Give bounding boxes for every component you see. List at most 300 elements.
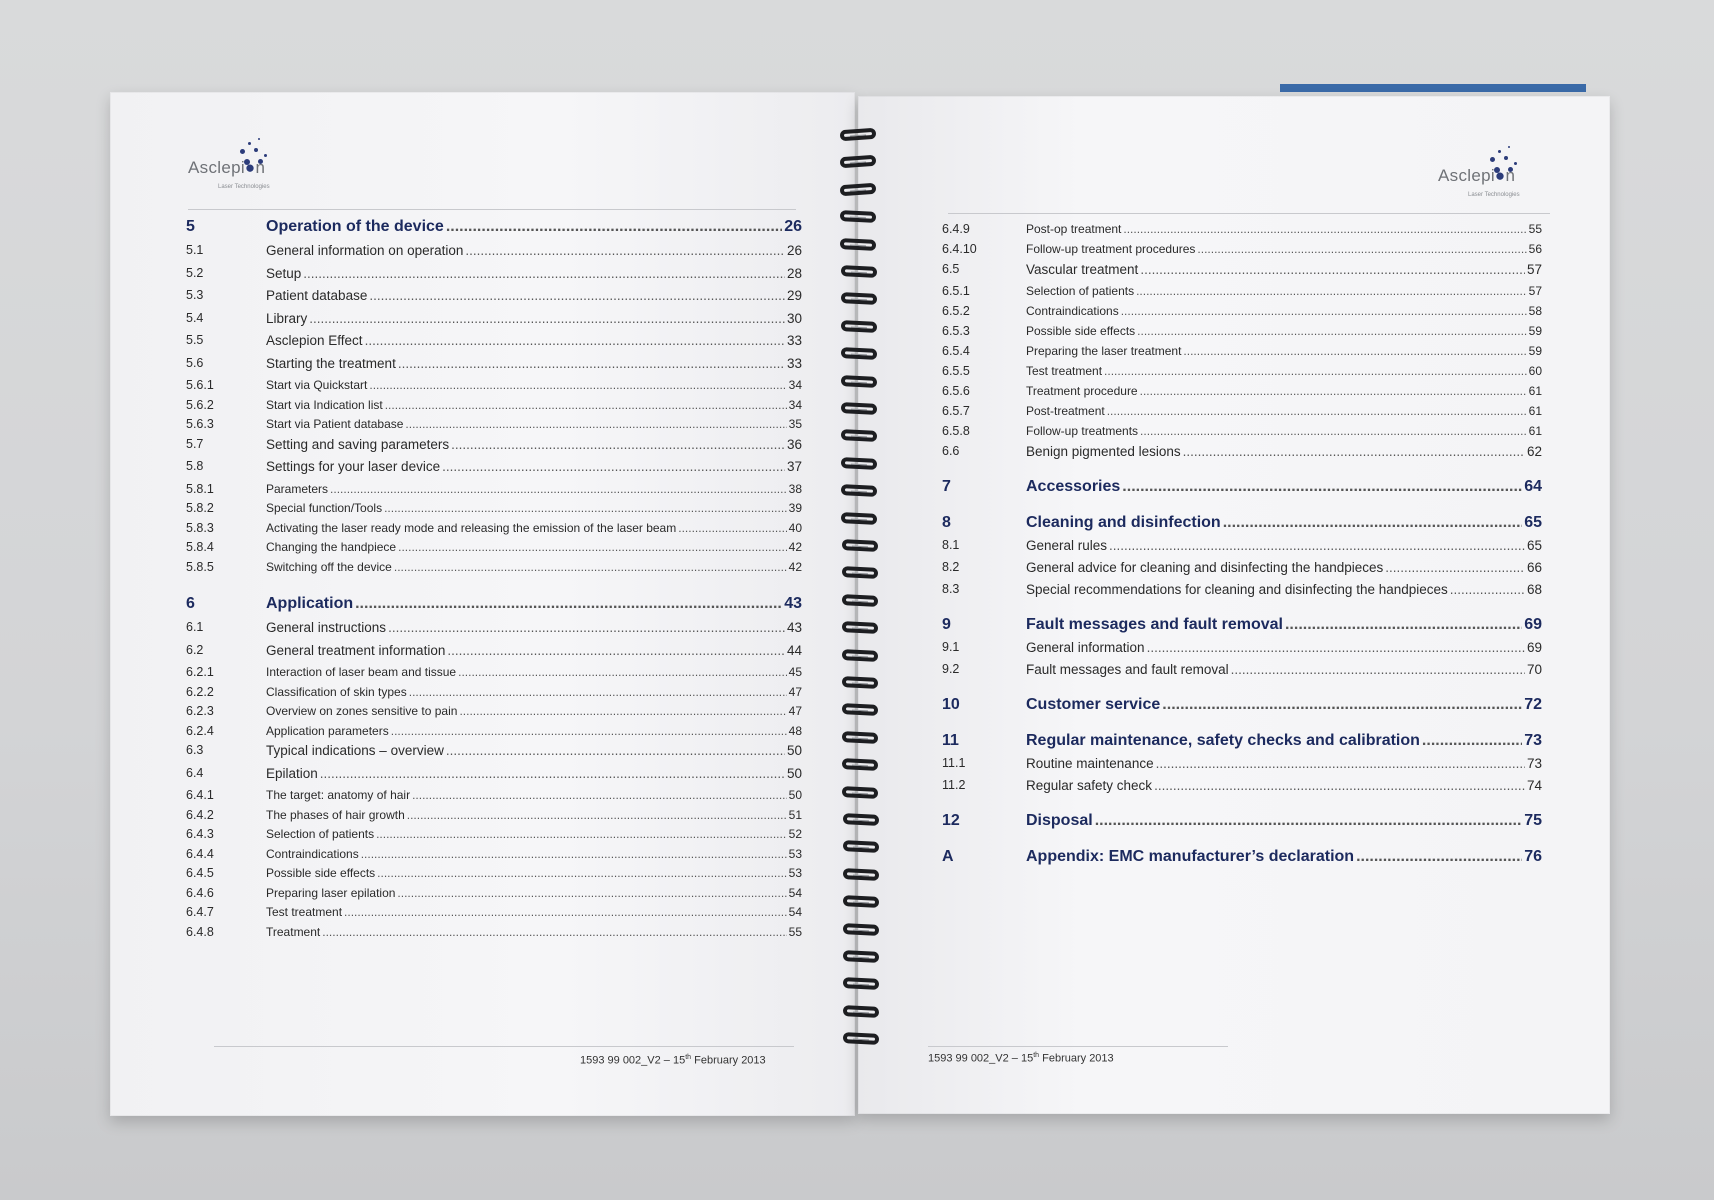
logo-wordmark: Asclepi●n xyxy=(188,158,266,177)
footer-rule xyxy=(928,1046,1228,1047)
toc-entry-title: Preparing laser epilation xyxy=(266,885,396,900)
dot-leader xyxy=(458,665,787,679)
toc-entry-number: 8.3 xyxy=(942,582,960,596)
dot-leader xyxy=(344,905,787,919)
toc-entry-title: Overview on zones sensitive to pain xyxy=(266,704,458,718)
header-rule xyxy=(948,213,1550,214)
toc-entry-number: 5.2 xyxy=(186,265,204,280)
toc-entry-title: Classification of skin types xyxy=(266,684,407,699)
toc-entry-number: 9 xyxy=(942,616,951,633)
toc-entry xyxy=(942,662,1542,684)
dot-leader xyxy=(1223,514,1523,532)
binding-ring xyxy=(840,183,877,196)
toc-entry-page: 36 xyxy=(786,436,802,452)
toc-entry-page: 56 xyxy=(1528,242,1542,256)
toc-entry-title: Preparing the laser treatment xyxy=(1026,344,1182,358)
toc-entry-title: Benign pigmented lesions xyxy=(1026,444,1181,459)
binding-ring xyxy=(843,895,880,908)
toc-entry-number: 6.6 xyxy=(942,444,960,458)
cover-edge xyxy=(1280,84,1586,92)
toc-entry-number: 5.7 xyxy=(186,436,204,451)
dot-leader xyxy=(398,356,785,371)
toc-entry-page: 34 xyxy=(788,397,802,412)
toc-chapter-entry xyxy=(942,696,1542,720)
binding-ring xyxy=(842,594,879,607)
toc-entry-title: Setup xyxy=(266,265,302,281)
toc-entry-page: 66 xyxy=(1526,560,1542,575)
dot-leader xyxy=(459,704,786,718)
toc-entry-title: Start via Patient database xyxy=(266,417,404,431)
toc-entry-page: 26 xyxy=(786,243,802,258)
binding-ring xyxy=(842,731,879,744)
toc-entry-title: Disposal xyxy=(1026,812,1093,829)
toc-entry-number: 5.8 xyxy=(186,459,204,473)
toc-entry xyxy=(186,847,802,867)
binding-ring xyxy=(842,786,879,799)
toc-entry-page: 60 xyxy=(1528,364,1542,378)
toc-chapter-entry xyxy=(186,595,802,620)
header-rule xyxy=(188,209,796,210)
toc-entry-number: 6.5.8 xyxy=(942,424,970,438)
toc-entry xyxy=(942,582,1542,604)
toc-entry-page: 33 xyxy=(786,333,802,348)
toc-entry xyxy=(942,560,1542,582)
toc-entry-page: 75 xyxy=(1524,812,1542,829)
binding-ring xyxy=(841,320,878,333)
toc-entry-page: 48 xyxy=(788,723,802,738)
toc-entry-number: 5.8.1 xyxy=(186,481,214,496)
toc-entry xyxy=(186,288,802,311)
toc-entry-page: 50 xyxy=(786,743,802,758)
toc-entry-number: 5.6 xyxy=(186,355,204,370)
toc-entry xyxy=(942,262,1542,284)
toc-entry-number: 5.4 xyxy=(186,310,204,325)
toc-entry-number: 6.5.6 xyxy=(942,384,970,398)
toc-entry-page: 54 xyxy=(788,905,802,919)
toc-entry-page: 61 xyxy=(1528,384,1542,398)
footer-rule xyxy=(214,1046,794,1047)
toc-entry-page: 29 xyxy=(786,288,802,303)
toc-entry xyxy=(186,788,802,808)
dot-leader xyxy=(1140,424,1527,438)
toc-entry-page: 50 xyxy=(786,765,802,781)
binding-ring xyxy=(843,868,880,881)
binding-ring xyxy=(843,1032,880,1045)
toc-entry-page: 33 xyxy=(786,355,802,371)
toc-entry-page: 57 xyxy=(1526,262,1542,277)
brand-logo xyxy=(188,132,298,192)
toc-entry-page: 62 xyxy=(1526,444,1542,459)
dot-leader xyxy=(384,501,787,515)
toc-entry-page: 58 xyxy=(1528,304,1542,318)
toc-entry xyxy=(942,538,1542,560)
toc-entry-title: Settings for your laser device xyxy=(266,459,441,474)
toc-entry-number: 6.2.3 xyxy=(186,704,214,718)
toc-entry-title: General treatment information xyxy=(266,642,446,658)
toc-entry-title: Treatment procedure xyxy=(1026,384,1138,398)
toc-entry xyxy=(186,886,802,906)
toc-entry xyxy=(186,905,802,925)
toc-entry xyxy=(186,743,802,766)
dot-leader xyxy=(1356,848,1522,866)
dot-leader xyxy=(1231,662,1525,677)
binding-ring xyxy=(841,402,878,415)
dot-leader xyxy=(1162,696,1522,714)
toc-entry-page: 54 xyxy=(788,885,802,900)
dot-leader xyxy=(446,743,785,758)
toc-entry xyxy=(942,284,1542,304)
toc-entry-title: General instructions xyxy=(266,620,387,635)
toc-entry xyxy=(186,521,802,541)
toc-chapter-entry xyxy=(942,478,1542,502)
dot-leader xyxy=(678,521,786,535)
toc-entry-page: 61 xyxy=(1528,404,1542,418)
toc-entry-page: 42 xyxy=(788,540,802,554)
dot-leader xyxy=(1183,444,1525,459)
toc-entry-number: 6.4.6 xyxy=(186,885,214,900)
binding-ring xyxy=(843,813,880,826)
toc-entry xyxy=(942,640,1542,662)
toc-entry-number: 6.4.8 xyxy=(186,924,214,939)
dot-leader xyxy=(1147,640,1525,655)
toc-entry-page: 59 xyxy=(1528,344,1542,358)
toc-entry-title: Possible side effects xyxy=(266,866,376,880)
dot-leader xyxy=(1104,364,1527,378)
dot-leader xyxy=(369,378,786,392)
toc-entry-page: 35 xyxy=(788,417,802,431)
toc-entry-title: Fault messages and fault removal xyxy=(1026,662,1229,677)
toc-entry-title: Interaction of laser beam and tissue xyxy=(266,665,457,679)
binding-ring xyxy=(843,950,880,963)
toc-entry xyxy=(186,243,802,266)
binding-ring xyxy=(843,923,880,936)
toc-entry-page: 34 xyxy=(788,378,802,392)
dot-leader xyxy=(322,925,786,939)
binding-ring xyxy=(841,347,878,360)
dot-leader xyxy=(451,437,785,452)
toc-entry-page: 42 xyxy=(788,559,802,574)
dot-leader xyxy=(330,482,787,496)
toc-entry-number: 7 xyxy=(942,478,951,495)
toc-entry-title: Switching off the device xyxy=(266,559,392,574)
binding-ring xyxy=(841,484,878,497)
dot-leader xyxy=(388,620,785,635)
toc-entry-page: 55 xyxy=(1528,222,1542,236)
toc-entry-title: General rules xyxy=(1026,538,1108,553)
toc-entry xyxy=(186,866,802,886)
toc-entry xyxy=(186,266,802,289)
dot-leader xyxy=(365,333,785,348)
toc-entry-title: Accessories xyxy=(1026,478,1121,495)
logo-dot xyxy=(240,149,245,154)
toc-entry-number: 6.5.5 xyxy=(942,364,970,378)
toc-entry-title: General information on operation xyxy=(266,243,464,258)
toc-entry xyxy=(942,364,1542,384)
toc-chapter-entry xyxy=(942,812,1542,836)
toc-entry xyxy=(186,378,802,398)
binding-ring xyxy=(842,621,879,634)
toc-entry xyxy=(186,665,802,685)
toc-entry xyxy=(186,704,802,724)
toc-entry-page: 69 xyxy=(1526,640,1542,655)
logo-dot xyxy=(248,142,251,145)
toc-entry-number: 9.1 xyxy=(942,640,960,654)
dot-leader xyxy=(446,218,782,236)
dot-leader xyxy=(1285,616,1522,634)
toc-entry-title: Application xyxy=(266,595,354,612)
toc-entry-title: Regular maintenance, safety checks and calibration xyxy=(1026,732,1420,749)
toc-chapter-entry xyxy=(942,848,1542,872)
toc-entry-number: 5.8.2 xyxy=(186,501,214,515)
toc-entry-number: 10 xyxy=(942,696,960,713)
toc-entry-number: 6.2 xyxy=(186,642,204,657)
toc-entry xyxy=(186,925,802,945)
dot-leader xyxy=(1123,222,1526,236)
toc-entry-title: Starting the treatment xyxy=(266,355,396,371)
toc-chapter-entry xyxy=(942,732,1542,756)
dot-leader xyxy=(465,243,785,258)
toc-entry-title: General information xyxy=(1026,640,1145,655)
dot-leader xyxy=(309,311,785,326)
logo-tagline: Laser Technologies xyxy=(1468,192,1520,198)
toc-entry-page: 57 xyxy=(1528,284,1542,298)
dot-leader xyxy=(1107,404,1527,418)
toc-entry-page: 55 xyxy=(788,924,802,939)
toc-entry-title: Regular safety check xyxy=(1026,778,1153,793)
dot-leader xyxy=(442,459,785,474)
toc-entry-title: Treatment xyxy=(266,924,321,939)
toc-entry-number: 11 xyxy=(942,732,959,749)
toc-entry-page: 64 xyxy=(1524,478,1542,495)
toc-entry-title: Selection of patients xyxy=(266,827,375,841)
dot-leader xyxy=(1109,538,1525,553)
toc-entry-number: 5.8.3 xyxy=(186,520,214,535)
toc-entry xyxy=(942,778,1542,800)
toc-entry xyxy=(942,384,1542,404)
toc-entry-number: 6.1 xyxy=(186,620,204,634)
dot-leader xyxy=(397,886,786,900)
toc-entry-page: 53 xyxy=(788,866,802,880)
toc-entry-page: 65 xyxy=(1524,514,1542,531)
toc-entry-number: 6.5.2 xyxy=(942,304,970,318)
toc-entry xyxy=(186,540,802,560)
toc-entry-page: 59 xyxy=(1528,324,1542,338)
toc-entry-number: 8.1 xyxy=(942,538,960,552)
logo-dot xyxy=(258,138,260,140)
toc-entry-page: 72 xyxy=(1524,696,1542,713)
toc-entry xyxy=(942,222,1542,242)
toc-entry-title: Contraindications xyxy=(266,846,359,861)
toc-entry-number: 6.4.10 xyxy=(942,242,977,256)
toc-entry-number: 9.2 xyxy=(942,662,960,676)
toc-entry-page: 50 xyxy=(788,788,802,802)
toc-entry-title: Typical indications – overview xyxy=(266,743,444,758)
toc-entry xyxy=(942,344,1542,364)
brand-logo xyxy=(1438,140,1548,200)
toc-entry-number: 6.2.2 xyxy=(186,684,214,699)
toc-entry xyxy=(186,827,802,847)
toc-entry xyxy=(942,424,1542,444)
toc-entry xyxy=(942,444,1542,466)
toc-entry-number: 8.2 xyxy=(942,560,960,574)
toc-entry-page: 61 xyxy=(1528,424,1542,438)
page-footer: 1593 99 002_V2 – 15th February 2013 xyxy=(928,1052,1114,1065)
toc-entry-title: Contraindications xyxy=(1026,304,1119,318)
toc-entry-title: Appendix: EMC manufacturer’s declaration xyxy=(1026,848,1355,865)
toc-entry-title: Test treatment xyxy=(1026,364,1103,378)
toc-entry-number: 11.1 xyxy=(942,756,966,770)
dot-leader xyxy=(320,766,785,781)
toc-entry xyxy=(186,808,802,828)
toc-entry-title: Routine maintenance xyxy=(1026,756,1154,771)
toc-entry-title: Follow-up treatment procedures xyxy=(1026,242,1196,256)
toc-entry-number: 6.4 xyxy=(186,765,204,780)
logo-dot xyxy=(1504,156,1508,160)
toc-entry-title: Post-treatment xyxy=(1026,404,1105,418)
toc-entry-number: 6.5.3 xyxy=(942,324,970,338)
dot-leader xyxy=(1095,812,1523,830)
dot-leader xyxy=(391,724,787,738)
toc-entry-title: Special function/Tools xyxy=(266,501,383,515)
toc-entry-title: Setting and saving parameters xyxy=(266,436,450,452)
dot-leader xyxy=(1156,756,1525,771)
toc-entry-title: Customer service xyxy=(1026,696,1161,713)
toc-entry-title: Parameters xyxy=(266,481,329,496)
toc-chapter-entry xyxy=(942,514,1542,538)
toc-entry-number: 11.2 xyxy=(942,778,966,792)
page-footer: 1593 99 002_V2 – 15th February 2013 xyxy=(580,1054,766,1067)
toc-entry-number: A xyxy=(942,848,954,865)
dot-leader xyxy=(412,788,787,802)
toc-entry-page: 38 xyxy=(788,481,802,496)
toc-entry-title: Possible side effects xyxy=(1026,324,1136,338)
dot-leader xyxy=(361,847,787,861)
logo-tagline: Laser Technologies xyxy=(218,184,270,190)
toc-entry-page: 43 xyxy=(784,595,802,612)
toc-entry-title: Patient database xyxy=(266,288,368,303)
dot-leader xyxy=(1183,344,1526,358)
dot-leader xyxy=(1197,242,1526,256)
toc-entry-number: 6 xyxy=(186,595,195,612)
dot-leader xyxy=(405,417,786,431)
toc-entry-number: 6.4.2 xyxy=(186,807,214,822)
toc-entry-number: 6.5.4 xyxy=(942,344,970,358)
toc-entry xyxy=(186,311,802,334)
toc-entry xyxy=(186,501,802,521)
toc-entry-page: 30 xyxy=(786,310,802,326)
toc-entry-title: The target: anatomy of hair xyxy=(266,788,411,802)
dot-leader xyxy=(355,595,782,613)
binding-ring xyxy=(841,375,878,388)
toc-entry xyxy=(942,756,1542,778)
toc-entry xyxy=(186,724,802,744)
toc-entry-page: 69 xyxy=(1524,616,1542,633)
logo-dot xyxy=(264,154,267,157)
toc-entry-page: 28 xyxy=(786,265,802,281)
toc-entry xyxy=(942,324,1542,344)
dot-leader xyxy=(1140,262,1525,277)
logo-wordmark: Asclepi●n xyxy=(1438,166,1516,185)
toc-entry xyxy=(186,685,802,705)
toc-entry-page: 40 xyxy=(788,520,802,535)
toc-entry xyxy=(186,333,802,356)
toc-entry xyxy=(186,643,802,666)
toc-entry-title: Fault messages and fault removal xyxy=(1026,616,1283,633)
toc-entry-number: 6.4.7 xyxy=(186,905,214,919)
toc-entry-number: 6.2.4 xyxy=(186,723,214,738)
binding-ring xyxy=(843,1005,880,1018)
toc-entry-page: 44 xyxy=(786,642,802,658)
toc-entry-page: 51 xyxy=(788,807,802,822)
toc-entry-title: Start via Quickstart xyxy=(266,378,368,392)
toc-entry-title: Start via Indication list xyxy=(266,397,383,412)
toc-entry-number: 6.5.7 xyxy=(942,404,970,418)
toc-entry-title: Operation of the device xyxy=(266,218,444,235)
toc-entry-title: Cleaning and disinfection xyxy=(1026,514,1221,531)
toc-entry-title: Follow-up treatments xyxy=(1026,424,1139,438)
toc-entry-title: Special recommendations for cleaning and disinfecting the handpieces xyxy=(1026,582,1448,597)
toc-entry xyxy=(942,404,1542,424)
toc-entry-title: Activating the laser ready mode and releasing the emission of the laser beam xyxy=(266,520,677,535)
dot-leader xyxy=(369,288,785,303)
dot-leader xyxy=(385,398,787,412)
toc-entry-page: 37 xyxy=(786,459,802,474)
toc-entry xyxy=(186,437,802,460)
toc-entry-title: The phases of hair growth xyxy=(266,807,405,822)
dot-leader xyxy=(1121,304,1527,318)
toc-entry xyxy=(942,304,1542,324)
dot-leader xyxy=(1136,284,1527,298)
toc-entry-title: Test treatment xyxy=(266,905,343,919)
dot-leader xyxy=(394,560,787,574)
binding-ring xyxy=(841,265,878,278)
toc-entry-number: 5.8.5 xyxy=(186,559,214,574)
binding-ring xyxy=(842,676,879,689)
toc-entry xyxy=(186,459,802,482)
toc-entry xyxy=(942,242,1542,262)
toc-entry-number: 5.5 xyxy=(186,333,204,347)
binding-ring xyxy=(840,210,877,223)
toc-entry xyxy=(186,417,802,437)
left-page xyxy=(110,92,855,1116)
toc-entry xyxy=(186,356,802,379)
binding-ring xyxy=(842,649,879,662)
binding-ring xyxy=(841,457,878,470)
toc-entry-title: General advice for cleaning and disinfecting the handpieces xyxy=(1026,560,1384,575)
dot-leader xyxy=(447,643,785,658)
toc-chapter-entry xyxy=(186,218,802,243)
toc-entry-number: 5.1 xyxy=(186,243,204,257)
toc-chapter-entry xyxy=(942,616,1542,640)
toc-entry-number: 5.3 xyxy=(186,288,204,302)
logo-dot xyxy=(1514,162,1517,165)
dot-leader xyxy=(1422,732,1522,750)
binding-ring xyxy=(841,512,878,525)
logo-dot xyxy=(1498,150,1501,153)
dot-leader xyxy=(409,685,787,699)
toc-entry-number: 6.4.3 xyxy=(186,827,214,841)
toc-entry-title: Selection of patients xyxy=(1026,284,1135,298)
toc-entry xyxy=(186,482,802,502)
logo-dot xyxy=(1508,146,1510,148)
toc-entry-number: 5.6.2 xyxy=(186,397,214,412)
toc-entry-page: 70 xyxy=(1526,662,1542,677)
toc-entry-number: 6.4.5 xyxy=(186,866,214,880)
dot-leader xyxy=(1385,560,1525,575)
toc-entry-number: 5 xyxy=(186,218,195,235)
toc-entry-title: Asclepion Effect xyxy=(266,333,363,348)
toc-entry xyxy=(186,766,802,789)
